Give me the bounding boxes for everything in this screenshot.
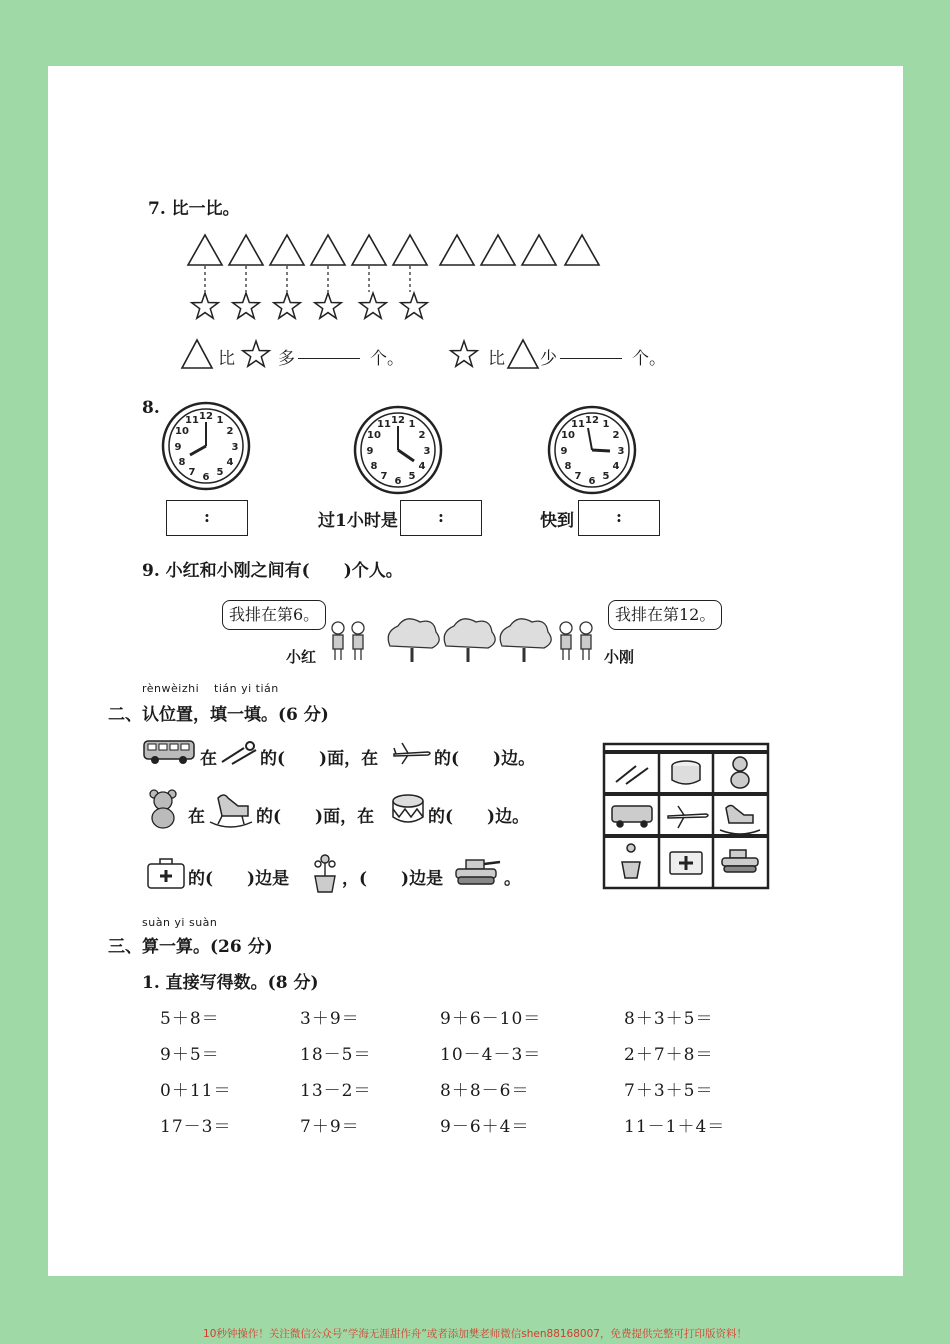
bus-icon xyxy=(612,806,652,827)
svg-text:12: 12 xyxy=(585,415,599,426)
svg-text:2: 2 xyxy=(612,430,620,441)
problem: 0＋11＝ xyxy=(160,1081,232,1101)
speech-bubble-right: 我排在第12。 xyxy=(608,600,722,630)
star-icon xyxy=(274,293,301,318)
svg-text:1: 1 xyxy=(408,419,416,430)
svg-text:7: 7 xyxy=(380,471,388,482)
svg-text:10: 10 xyxy=(367,430,381,441)
star-icon xyxy=(240,338,272,370)
line3-text-a: 的( )边是 xyxy=(188,869,290,889)
problem: 18－5＝ xyxy=(300,1045,372,1065)
section3-pinyin: suàn yi suàn xyxy=(142,916,218,929)
triangle-icon xyxy=(506,338,540,370)
svg-text:12: 12 xyxy=(391,415,405,426)
triangle-icon xyxy=(270,235,304,265)
svg-text:9: 9 xyxy=(366,446,374,457)
problem: 9＋6－10＝ xyxy=(440,1009,542,1029)
triangle-icon xyxy=(481,235,515,265)
triangle-icon xyxy=(229,235,263,265)
first-aid-kit-icon xyxy=(146,856,186,890)
tank-icon xyxy=(454,856,502,886)
problem: 2＋7＋8＝ xyxy=(624,1045,714,1065)
problem: 9－6＋4＝ xyxy=(440,1117,530,1137)
line1-text-a: 在 xyxy=(200,749,217,769)
problem: 5＋8＝ xyxy=(160,1009,220,1029)
toy-shelf-figure xyxy=(598,742,774,892)
svg-text:9: 9 xyxy=(560,446,568,457)
svg-text:8: 8 xyxy=(370,461,378,472)
line2-text-c: 的( )边。 xyxy=(428,807,530,827)
tools-icon xyxy=(616,766,648,784)
clock-icon xyxy=(546,404,638,496)
svg-text:4: 4 xyxy=(226,457,234,468)
child-icon xyxy=(332,622,344,660)
tree-icon xyxy=(444,619,495,662)
compare2-unit: 个。 xyxy=(632,349,666,369)
svg-text:6: 6 xyxy=(202,472,210,483)
line1-text-b: 的( )面，在 xyxy=(260,749,379,769)
problem: 9＋5＝ xyxy=(160,1045,220,1065)
compare2-word1: 比 xyxy=(488,349,505,369)
svg-text:11: 11 xyxy=(377,419,391,430)
q8-number: 8. xyxy=(142,398,160,418)
tree-icon xyxy=(388,619,439,662)
svg-text:10: 10 xyxy=(175,426,189,437)
airplane-icon xyxy=(668,806,708,828)
svg-text:3: 3 xyxy=(617,446,625,457)
svg-text:8: 8 xyxy=(178,457,186,468)
triangle-icon xyxy=(311,235,345,265)
svg-text:7: 7 xyxy=(574,471,582,482)
svg-text:11: 11 xyxy=(185,415,199,426)
problem: 3＋9＝ xyxy=(300,1009,360,1029)
section2-title: 二、认位置，填一填。(6 分) xyxy=(108,705,329,725)
triangle-icon xyxy=(180,338,214,370)
triangles-stars-figure xyxy=(178,226,608,326)
child-icon xyxy=(560,622,572,660)
clock3-answer-box[interactable]: : xyxy=(578,500,660,536)
compare2-answer-blank[interactable] xyxy=(560,344,622,364)
svg-text:4: 4 xyxy=(612,461,620,472)
section2-pinyin-1: rènwèizhi xyxy=(142,682,200,695)
tank-icon xyxy=(722,850,758,872)
triangle-icon xyxy=(352,235,386,265)
triangle-icon xyxy=(188,235,222,265)
tools-icon xyxy=(218,740,260,768)
clock-icon xyxy=(352,404,444,496)
compare1-word1: 比 xyxy=(218,349,235,369)
name-xiaohong: 小红 xyxy=(286,648,317,666)
svg-text:5: 5 xyxy=(408,471,416,482)
clock2-answer-box[interactable]: : xyxy=(400,500,482,536)
svg-text:12: 12 xyxy=(199,411,213,422)
triangle-icon xyxy=(522,235,556,265)
problem: 10－4－3＝ xyxy=(440,1045,542,1065)
child-icon xyxy=(580,622,592,660)
svg-text:2: 2 xyxy=(418,430,426,441)
problem: 7＋3＋5＝ xyxy=(624,1081,714,1101)
triangle-icon xyxy=(440,235,474,265)
section2-pinyin-2: tián yi tián xyxy=(214,682,279,695)
compare1-answer-blank[interactable] xyxy=(298,344,360,364)
problem: 8＋3＋5＝ xyxy=(624,1009,714,1029)
bus-icon xyxy=(142,738,198,766)
svg-text:1: 1 xyxy=(216,415,224,426)
problem: 11－1＋4＝ xyxy=(624,1117,726,1137)
svg-text:3: 3 xyxy=(423,446,431,457)
svg-text:9: 9 xyxy=(174,442,182,453)
line2-text-a: 在 xyxy=(188,807,205,827)
svg-text:2: 2 xyxy=(226,426,234,437)
problem: 17－3＝ xyxy=(160,1117,232,1137)
compare1-word2: 多 xyxy=(278,349,295,369)
airplane-icon xyxy=(392,740,432,766)
svg-text:7: 7 xyxy=(188,467,196,478)
compare2-word2: 少 xyxy=(540,349,557,369)
star-icon xyxy=(192,293,219,318)
rocking-horse-icon xyxy=(720,806,760,835)
star-icon xyxy=(315,293,342,318)
problem: 7＋9＝ xyxy=(300,1117,360,1137)
star-icon xyxy=(448,338,480,370)
flower-pot-icon xyxy=(310,852,340,896)
problem: 13－2＝ xyxy=(300,1081,372,1101)
flower-pot-icon xyxy=(622,844,640,878)
speech-bubble-left: 我排在第6。 xyxy=(222,600,326,630)
teddy-bear-icon xyxy=(146,788,182,830)
star-icon xyxy=(233,293,260,318)
clock-icon xyxy=(160,400,252,492)
svg-text:8: 8 xyxy=(564,461,572,472)
section3-title: 三、算一算。(26 分) xyxy=(108,937,273,957)
q8-label-after-hour: 过1小时是 xyxy=(318,511,398,531)
problem: 8＋8－6＝ xyxy=(440,1081,530,1101)
tree-icon xyxy=(500,619,551,662)
line2-text-b: 的( )面，在 xyxy=(256,807,375,827)
promo-footer: 10秒钟操作！关注微信公众号“学海无涯甜作舟”或者添加樊老师微信shen88168007，免费提供完整可打印版资料！ xyxy=(203,1328,747,1340)
svg-text:5: 5 xyxy=(602,471,610,482)
teddy-bear-icon xyxy=(731,757,749,788)
line3-text-b: ，( )边是 xyxy=(342,869,444,889)
first-aid-kit-icon xyxy=(670,852,702,874)
drum-icon xyxy=(390,792,426,826)
triangle-icon xyxy=(393,235,427,265)
name-xiaogang: 小刚 xyxy=(604,648,635,666)
svg-text:6: 6 xyxy=(394,476,402,487)
rocking-horse-icon xyxy=(208,790,254,830)
section3-sub1: 1. 直接写得数。(8 分) xyxy=(142,973,319,993)
svg-text:5: 5 xyxy=(216,467,224,478)
svg-text:10: 10 xyxy=(561,430,575,441)
star-icon xyxy=(360,293,387,318)
svg-text:1: 1 xyxy=(602,419,610,430)
clock1-answer-box[interactable]: : xyxy=(166,500,248,536)
svg-text:11: 11 xyxy=(571,419,585,430)
line1-text-c: 的( )边。 xyxy=(434,749,536,769)
svg-text:3: 3 xyxy=(231,442,239,453)
svg-text:6: 6 xyxy=(588,476,596,487)
q9-title: 9. 小红和小刚之间有( )个人。 xyxy=(142,561,403,581)
worksheet-page xyxy=(48,66,903,1276)
compare1-unit: 个。 xyxy=(370,349,404,369)
triangle-icon xyxy=(565,235,599,265)
line3-text-c: 。 xyxy=(504,869,521,889)
drum-icon xyxy=(672,761,700,784)
q8-label-almost: 快到 xyxy=(540,511,574,531)
svg-text:4: 4 xyxy=(418,461,426,472)
star-icon xyxy=(401,293,428,318)
child-icon xyxy=(352,622,364,660)
q7-title: 7. 比一比。 xyxy=(148,199,240,219)
